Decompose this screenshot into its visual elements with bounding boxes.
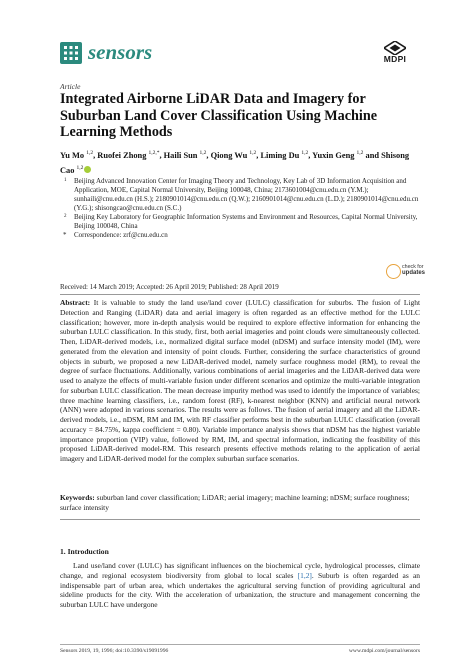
author-separator: ,	[159, 150, 164, 160]
affiliation-text: Beijing Key Laboratory for Geographic Information Systems and Environment and Resources, Capital Normal University, Beijing 100048, China	[74, 213, 418, 230]
keywords	[60, 493, 420, 513]
correspondence-marker: *	[63, 231, 67, 239]
footer-citation: Sensors 2019, 19, 1996; doi:10.3390/s19091996	[60, 648, 169, 654]
journal-header	[60, 42, 420, 68]
check-updates-line1: check for	[402, 264, 424, 270]
author-name[interactable]: Qiong Wu	[210, 150, 250, 160]
author-name[interactable]: Ruofei Zhong	[97, 150, 149, 160]
author-separator: ,	[206, 150, 211, 160]
affiliation-number: 1	[64, 178, 67, 183]
author-name[interactable]: Yu Mo	[60, 150, 87, 160]
author-affiliation-marker: 1,2	[301, 150, 309, 156]
abstract-label: Abstract:	[60, 298, 91, 307]
abstract	[60, 298, 420, 464]
journal-logo-icon	[60, 42, 82, 64]
journal-name: sensors	[88, 40, 153, 64]
author-list	[60, 147, 420, 177]
author-affiliation-marker: 1,2	[356, 150, 364, 156]
intro-text-1: Land use/land cover (LULC) has significant influences on the biochemical cycle, hydrological processes, climate change, and regional ecosystem biodiversity from global to local scales	[60, 561, 420, 580]
author-name[interactable]: Shisong Cao	[60, 150, 410, 175]
author-separator: ,	[256, 150, 261, 160]
mdpi-logo	[370, 42, 420, 68]
affiliation-number: 2	[64, 214, 67, 219]
affiliations	[60, 177, 420, 240]
check-updates-icon	[386, 264, 401, 279]
author-separator: ,	[93, 150, 98, 160]
author-name[interactable]: Liming Du	[260, 150, 302, 160]
author-affiliation-marker: 1,2,*	[148, 150, 160, 156]
abstract-top-divider	[60, 294, 420, 295]
correspondence-text[interactable]: Correspondence: zrf@cnu.edu.cn	[74, 231, 168, 239]
affiliation-1	[60, 177, 420, 213]
check-updates-label	[402, 264, 425, 276]
author-affiliation-marker: 1,2	[76, 164, 84, 171]
publication-dates: Received: 14 March 2019; Accepted: 26 April 2019; Published: 28 April 2019	[60, 283, 279, 291]
author-name[interactable]: Haili Sun	[163, 150, 200, 160]
affiliation-text: Beijing Advanced Innovation Center for Imaging Theory and Technology, Key Lab of 3D Information Acquisition and Application, MOE, Capital Normal University, Beijing 100048, China; 2173601004@cnu.edu.cn (Y.M.); sunhaili@cnu.edu.cn (H.S.); 2180901014@cnu.edu.cn (Q.W.); 2160901014@cnu.edu.cn (L.D.); 2180901014@cnu.edu.cn (Y.G.); shisongcao@cnu.edu.cn (S.C.)	[74, 177, 419, 212]
affiliation-2	[60, 213, 420, 231]
check-for-updates-badge[interactable]	[386, 262, 426, 286]
author-affiliation-marker: 1,2	[86, 150, 94, 156]
check-updates-line2: updates	[402, 270, 426, 276]
section-heading: 1. Introduction	[60, 547, 109, 556]
author-separator: ,	[308, 150, 313, 160]
publisher-name: MDPI	[383, 54, 407, 64]
citation-link[interactable]: [1,2]	[297, 570, 312, 580]
article-type: Article	[60, 82, 81, 91]
intro-text-2: . Suburb is often regarded as an indispensable part of urban area, which undertakes the agricultural serving function of providing agricultural and sideline products for the city. With the acceleration of urbanization, the structure and management concerning the suburban LULC have undergone	[60, 570, 420, 609]
keywords-text: suburban land cover classification; LiDAR; aerial imagery; machine learning; nDSM; surface roughness; surface intensity	[60, 493, 410, 512]
correspondence	[60, 231, 420, 240]
keywords-label: Keywords:	[60, 493, 95, 502]
introduction-paragraph	[60, 561, 420, 610]
footer-divider	[60, 644, 420, 645]
author-affiliation-marker: 1,2	[199, 150, 207, 156]
footer-journal-url[interactable]: www.mdpi.com/journal/sensors	[348, 648, 420, 654]
keywords-bottom-divider	[60, 519, 420, 520]
orcid-icon[interactable]	[84, 166, 91, 173]
mdpi-diamond-icon	[384, 41, 406, 55]
author-name[interactable]: Yuxin Geng	[312, 150, 357, 160]
author-affiliation-marker: 1,2	[249, 150, 257, 156]
author-separator: and	[363, 150, 382, 160]
abstract-text: It is valuable to study the land use/land cover (LULC) classification for suburbs. The fusion of Light Detection and Ranging (LiDAR) data and aerial imagery is often regarded as an effective method for the LULC classification; however, more in-depth analysis would be required to explore effective information for enhancing the suburban LULC classification. In this study, first, both aerial imageries and point clouds were simultaneously collected. Then, LiDAR-derived models, i.e., normalized digital surface model (nDSM) and surface intensity model (IM), were generated from the elevation and intensity of point clouds. Further, considering the surface characteristics of ground objects in suburb, we proposed a new LiDAR-derived model, namely surface roughness model (RM), to reveal the degree of surface fluctuations. Additionally, various combinations of aerial imageries and the LiDAR-derived data were used to analyze the effects of multi-variable fusion under different scenarios and optimize the multi-variable integration for suburban LULC classification. The mean decrease impurity method was used to identify the importance of variables; three machine learning classifiers, i.e., random forest (RF), k-nearest neighbor (KNN) and artificial neural network (ANN) were adopted in various scenarios. The results were as follows. The fusion of aerial imagery and all the LiDAR-derived models, i.e., nDSM, RM and IM, with RF classifier performs best in the suburban LULC classification (overall accuracy = 84.75%, kappa coefficient = 0.80). Variable importance analysis shows that nDSM has the highest variable importance proportion (VIP) value, followed by RM, IM, and spectral information, indicating the feasibility of this proposed LiDAR-derived model-RM. This research presents effective methods relating to the application of aerial imagery and LiDAR-derived model for the complex suburban surface scenarios.	[60, 298, 421, 463]
article-title: Integrated Airborne LiDAR Data and Imagery for Suburban Land Cover Classification Using Machine Learning Methods	[60, 91, 378, 140]
